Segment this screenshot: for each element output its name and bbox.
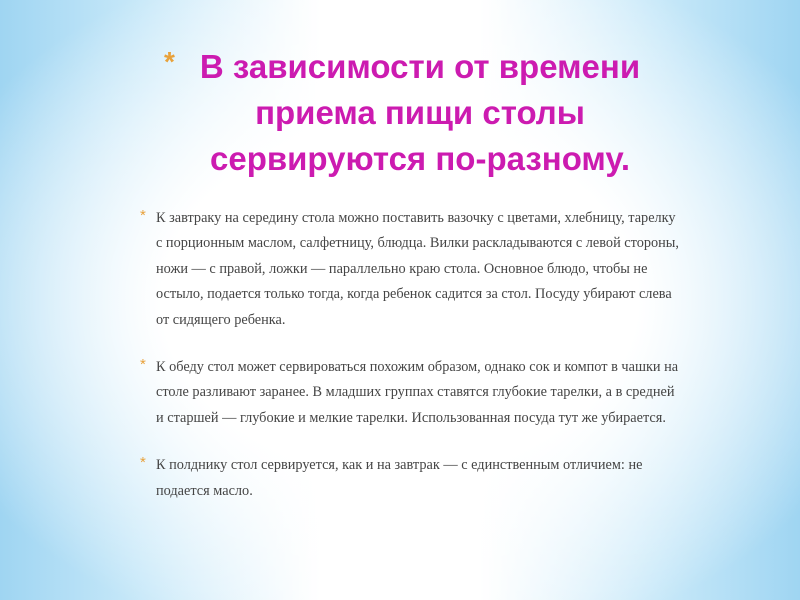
list-item-text: К завтраку на середину стола можно поставить вазочку с цветами, хлебницу, тарелку с порционным маслом, салфетницу, блюдца. Вилки раскладываются с левой стороны, ножи — с правой, ложки — параллельно краю стола. Основное блюдо, чтобы не остыло, подается только тогда, когда ребенок садится за стол. Посуду убирают слева от сидящего ребенка. (156, 210, 679, 328)
bullet-asterisk-icon: * (140, 454, 146, 472)
list-item-text: К обеду стол может сервироваться похожим образом, однако сок и компот в чашки на столе разливают заранее. В младших группах ставятся глубокие тарелки, а в средней и старшей — глубокие и мелкие тарелки. Использованная посуда тут же убирается. (156, 359, 679, 426)
slide-title: В зависимости от времени приема пищи столы сервируются по-разному. (199, 48, 641, 177)
list-item-text: К полднику стол сервируется, как и на завтрак — с единственным отличием: не подается масло. (156, 457, 643, 499)
bullet-list (140, 206, 680, 526)
title-block (150, 44, 690, 182)
list-item-afternoon-snack (140, 453, 680, 504)
title-bullet-asterisk-icon: * (164, 46, 175, 77)
bullet-asterisk-icon: * (140, 207, 146, 224)
list-item-lunch (140, 355, 680, 431)
list-item-breakfast (140, 206, 680, 333)
bullet-asterisk-icon: * (140, 356, 146, 374)
